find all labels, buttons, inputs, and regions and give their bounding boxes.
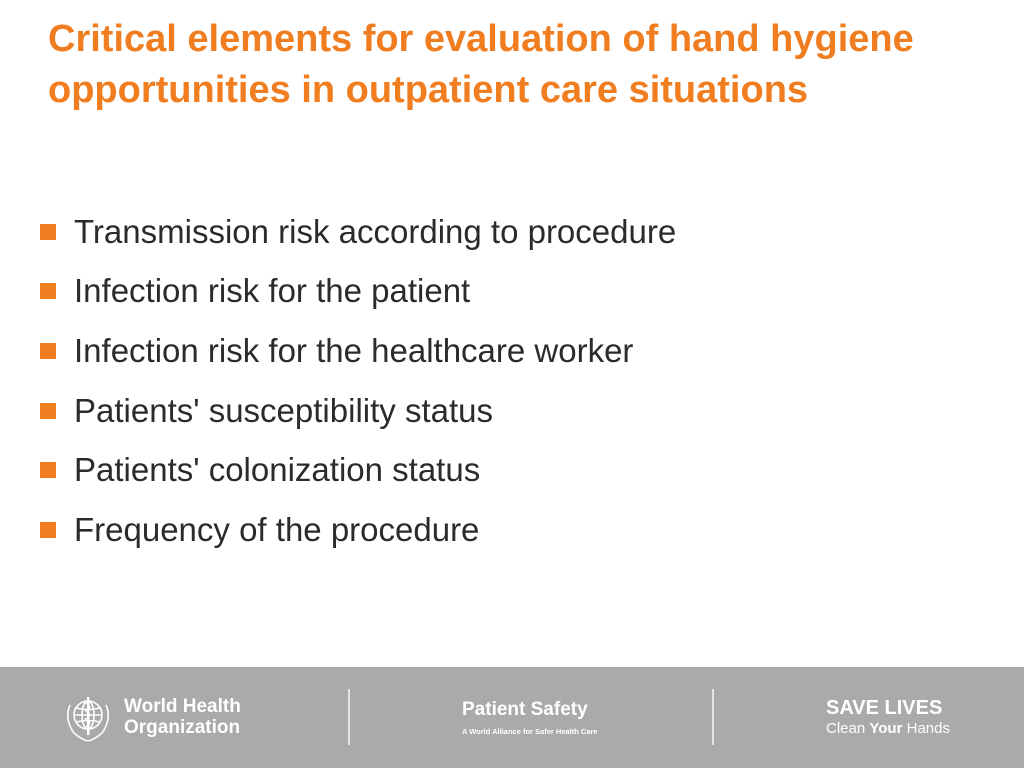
square-bullet-icon [40,522,56,538]
bullet-list [40,202,676,560]
patient-safety-logo [462,699,598,736]
bullet-item [40,202,676,262]
who-emblem-icon [60,689,116,745]
who-logo [60,689,241,745]
bullet-text: Infection risk for the healthcare worker [74,331,634,369]
bullet-text: Transmission risk according to procedure [74,212,677,250]
square-bullet-icon [40,343,56,359]
patient-safety-subtitle: A World Alliance for Safer Health Care [462,727,598,736]
save-lives-logo [826,697,950,739]
bullet-text: Patients' susceptibility status [74,391,493,429]
bullet-text: Frequency of the procedure [74,510,480,548]
who-name-line2: Organization [124,717,241,738]
bullet-text: Patients' colonization status [74,451,481,489]
save-lives-subtitle [826,719,950,739]
footer-divider [712,689,714,745]
save-lives-clean: Clean [826,720,866,737]
footer-bar [0,667,1024,768]
bullet-item [40,500,676,560]
who-name-line1: World Health [124,696,241,717]
square-bullet-icon [40,403,56,419]
bullet-text: Infection risk for the patient [74,272,471,310]
square-bullet-icon [40,224,56,240]
save-lives-hands: Hands [906,720,950,737]
save-lives-title: SAVE LIVES [826,697,943,719]
square-bullet-icon [40,283,56,299]
patient-safety-title: Patient Safety [462,699,588,720]
square-bullet-icon [40,462,56,478]
bullet-item [40,440,676,500]
bullet-item [40,321,676,381]
save-lives-your: Your [869,720,903,737]
bullet-item [40,381,676,441]
slide-title: Critical elements for evaluation of hand hygiene opportunities in outpatient care situations [48,18,914,111]
footer-divider [348,689,350,745]
bullet-item [40,262,676,322]
